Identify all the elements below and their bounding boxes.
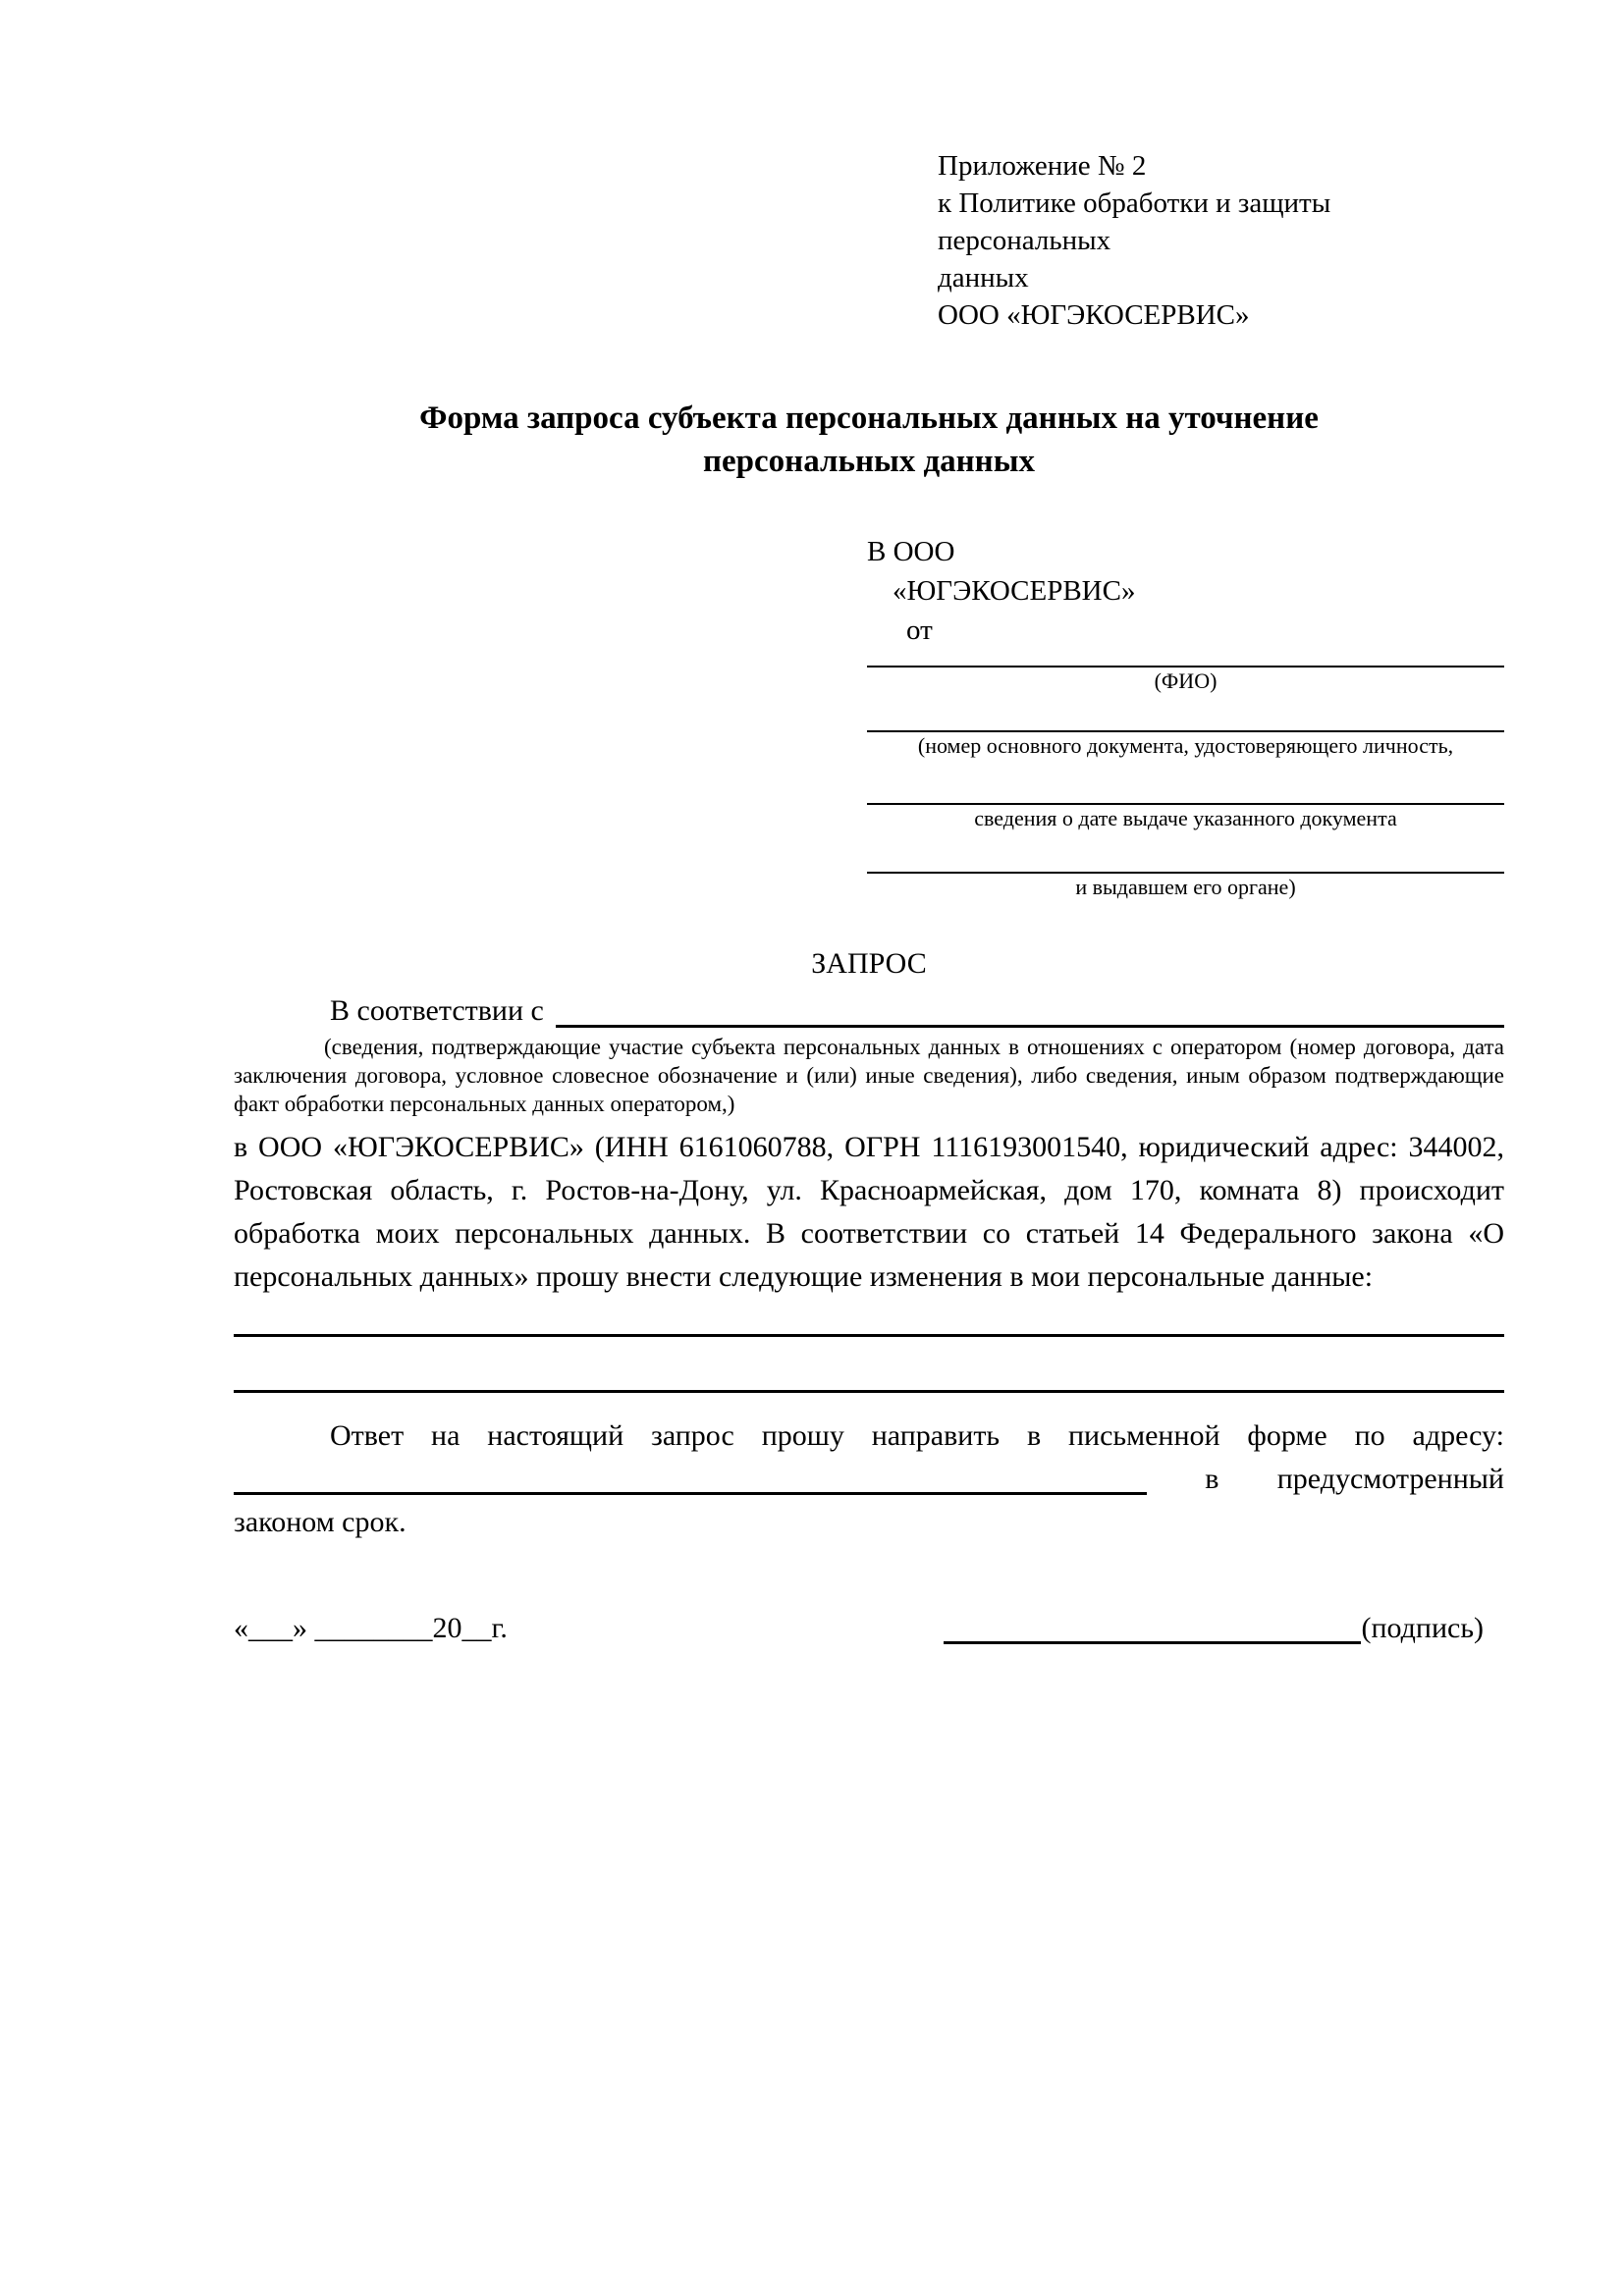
changes-blank-line-1 bbox=[234, 1299, 1504, 1337]
date-blank-line: «___» ________20__г. bbox=[234, 1612, 508, 1644]
in-accordance-label: В соответствии с bbox=[330, 994, 544, 1027]
id-document-caption: (номер основного документа, удостоверяющего личность, bbox=[917, 733, 1454, 758]
issue-date-blank-line bbox=[867, 760, 1504, 805]
reply-address-blank-line bbox=[234, 1492, 1147, 1495]
signature-blank-line bbox=[944, 1641, 1361, 1644]
addressee-to-line2: «ЮГЭКОСЕРВИС» bbox=[893, 575, 1136, 607]
annex-policy-line: к Политике обработки и защиты персональных bbox=[938, 187, 1331, 256]
annex-number: Приложение № 2 bbox=[938, 150, 1147, 182]
footnote-text: (сведения, подтверждающие участие субъекта персональных данных в отношениях с оператором (номер договора, дата заключения договора, условное словесное обозначение и (или) иные сведения), либо сведения, иным образом подтверждающие факт обработки персональных данных оператором,) bbox=[234, 1035, 1504, 1116]
signature-group bbox=[944, 1607, 1484, 1650]
id-document-blank-line bbox=[867, 695, 1504, 732]
issue-date-caption: сведения о дате выдаче указанного документа bbox=[974, 806, 1397, 830]
addressee-to-line1: В ООО bbox=[867, 536, 955, 567]
reply-paragraph-line1: Ответ на настоящий запрос прошу направить в письменной форме по адресу: bbox=[330, 1419, 1504, 1452]
reply-address-row bbox=[234, 1458, 1504, 1501]
changes-blank-line-2 bbox=[234, 1337, 1504, 1393]
signature-caption: (подпись) bbox=[1361, 1612, 1484, 1644]
reply-word-v: в bbox=[1205, 1463, 1219, 1495]
date-signature-row bbox=[234, 1607, 1504, 1650]
request-heading: ЗАПРОС bbox=[811, 947, 927, 980]
reply-word-predusmotrennyj: предусмотренный bbox=[1276, 1463, 1504, 1495]
reply-paragraph-line3: законом срок. bbox=[234, 1506, 406, 1538]
fio-caption: (ФИО) bbox=[1154, 668, 1218, 693]
document-title-line2: персональных данных bbox=[703, 444, 1035, 479]
body-paragraph: в ООО «ЮГЭКОСЕРВИС» (ИНН 6161060788, ОГРН 1116193001540, юридический адрес: 344002, Ростовская область, г. Ростов-на-Дону, ул. Красноармейская, дом 170, комната 8) происходит обработка моих персональных данных. В соответствии со статьей 14 Федерального закона «О персональных данных» прошу внести следующие изменения в мои персональные данные: bbox=[234, 1131, 1504, 1293]
document-title bbox=[234, 397, 1504, 483]
issuing-authority-blank-line bbox=[867, 832, 1504, 874]
annex-header bbox=[938, 147, 1504, 334]
fio-blank-line bbox=[867, 650, 1504, 667]
document-title-line1: Форма запроса субъекта персональных данных на уточнение bbox=[419, 400, 1319, 436]
addressee-block bbox=[867, 532, 1504, 901]
in-accordance-row bbox=[234, 989, 1504, 1033]
in-accordance-blank-line bbox=[556, 989, 1504, 1028]
issuing-authority-caption: и выдавшем его органе) bbox=[1075, 875, 1296, 899]
annex-company-name: ООО «ЮГЭКОСЕРВИС» bbox=[938, 299, 1250, 331]
annex-policy-line-cont: данных bbox=[938, 262, 1029, 294]
addressee-from-label: от bbox=[906, 614, 933, 646]
